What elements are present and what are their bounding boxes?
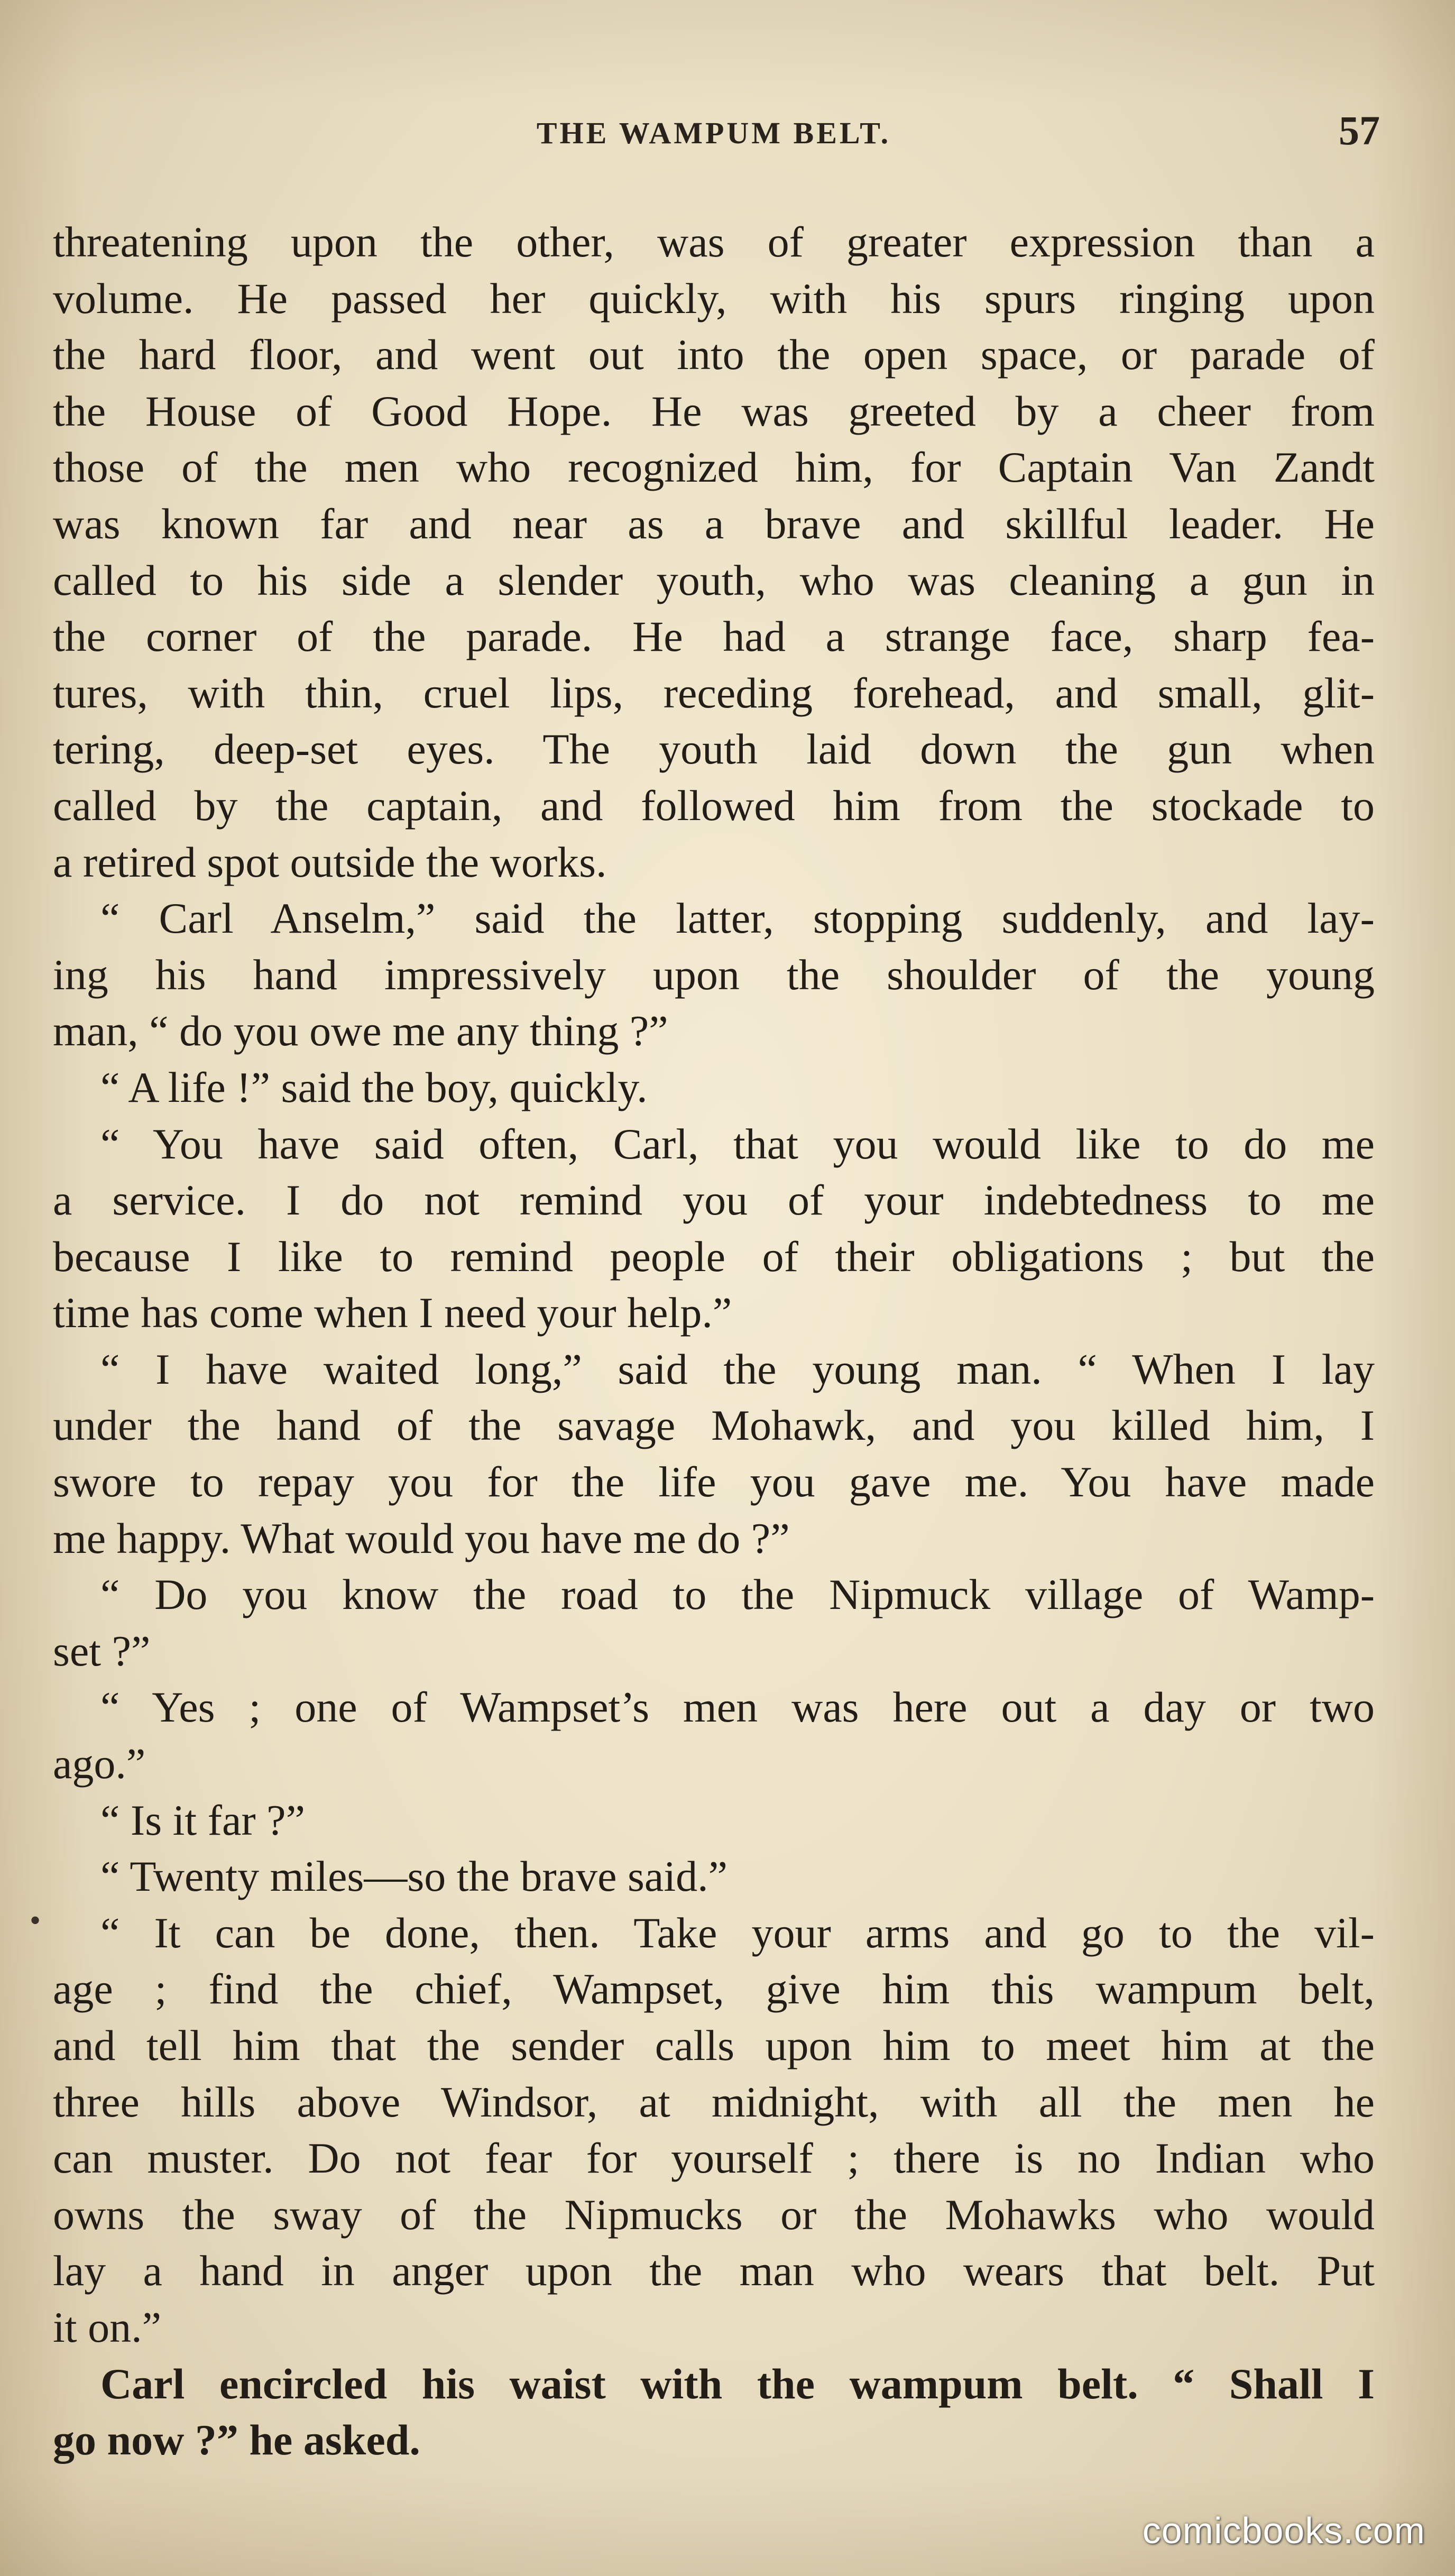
text-line: called to his side a slender youth, who was cleaning a gun in [53,556,1375,604]
text-line: “ Is it far ?” [100,1796,305,1844]
running-head [53,100,1380,164]
text-line: “ Carl Anselm,” said the latter, stopping suddenly, and lay- [100,894,1375,943]
text-line: the hard floor, and went out into the open space, or parade of [53,330,1375,379]
text-line: the House of Good Hope. He was greeted by a cheer from [53,387,1375,435]
text-line: age ; find the chief, Wampset, give him this wampum belt, [53,1965,1375,2013]
text-line: ing his hand impressively upon the shoulder of the young [53,950,1375,999]
text-line: go now ?” he asked. [53,2416,420,2464]
text-line: threatening upon the other, was of greater expression than a [53,218,1375,266]
text-line: lay a hand in anger upon the man who wears that belt. Put [53,2247,1375,2295]
text-line: those of the men who recognized him, for Captain Van Zandt [53,443,1375,492]
text-line: and tell him that the sender calls upon him to meet him at the [53,2021,1375,2069]
text-line: volume. He passed her quickly, with his spurs ringing upon [53,274,1375,323]
text-line: “ You have said often, Carl, that you would like to do me [100,1119,1375,1168]
text-line: because I like to remind people of their obligations ; but the [53,1232,1375,1281]
text-line: ago.” [53,1740,146,1788]
text-line: under the hand of the savage Mohawk, and you killed him, I [53,1401,1375,1450]
watermark: comicbooks.com [1142,2510,1425,2551]
text-line: three hills above Windsor, at midnight, with all the men he [53,2077,1375,2126]
text-line: “ It can be done, then. Take your arms and go to the vil- [100,1908,1375,1957]
text-line: set ?” [53,1626,151,1675]
ink-speck: • [30,1903,41,1938]
text-line: tering, deep-set eyes. The youth laid down the gun when [53,725,1375,774]
text-line: the corner of the parade. He had a strange face, sharp fea- [53,612,1375,661]
running-title: THE WAMPUM BELT. [536,116,891,150]
text-line: “ Yes ; one of Wampset’s men was here out a day or two [100,1683,1375,1732]
text-line: a service. I do not remind you of your indebtedness to me [53,1176,1375,1225]
text-line: “ Twenty miles—so the brave said.” [100,1852,728,1901]
text-line: “ I have waited long,” said the young man. “ When I lay [100,1345,1375,1393]
text-line: Carl encircled his waist with the wampum belt. “ Shall I [100,2359,1375,2408]
text-line: me happy. What would you have me do ?” [53,1514,790,1562]
text-line: “ A life !” said the boy, quickly. [100,1063,648,1111]
text-line: time has come when I need your help.” [53,1289,732,1337]
text-line: can muster. Do not fear for yourself ; there is no Indian who [53,2134,1375,2183]
text-line: man, “ do you owe me any thing ?” [53,1007,668,1055]
text-line: swore to repay you for the life you gave me. You have made [53,1458,1375,1506]
text-line: called by the captain, and followed him from the stockade to [53,781,1375,830]
text-line: a retired spot outside the works. [53,838,607,886]
text-line: tures, with thin, cruel lips, receding forehead, and small, glit- [53,668,1375,717]
text-body [53,214,1375,2469]
text-line: owns the sway of the Nipmucks or the Mohawks who would [53,2190,1375,2239]
text-line: was known far and near as a brave and skillful leader. He [53,499,1375,548]
text-line: it on.” [53,2303,161,2351]
text-line: “ Do you know the road to the Nipmuck village of Wamp- [100,1570,1375,1619]
page-number: 57 [1339,107,1380,153]
